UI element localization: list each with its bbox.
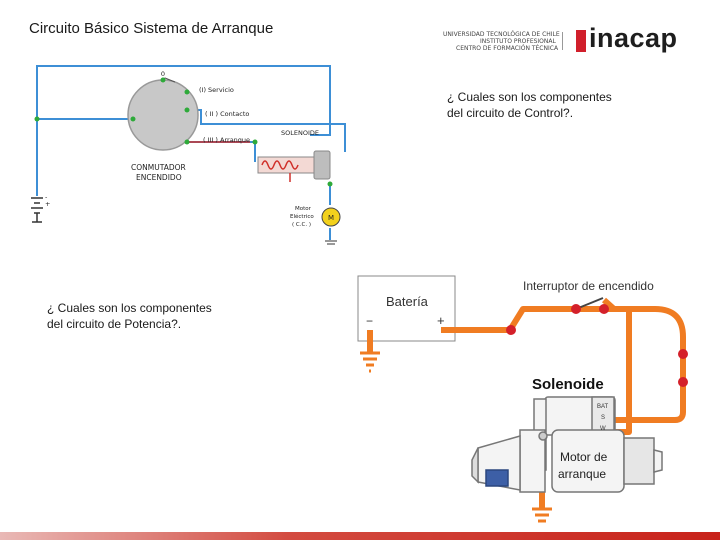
switch-position-zero: 0 (160, 70, 166, 78)
switch-servicio-label: (I) Servicio (199, 86, 234, 94)
logo-wordmark: inacap (589, 23, 678, 53)
ignition-switch-label: Interruptor de encendido (523, 279, 654, 293)
terminal-s-label: S (601, 415, 606, 421)
terminal-bat-label: BAT (597, 404, 609, 410)
motor-label-line-3: ( C.C. ) (292, 222, 311, 228)
motor-label-line-1: Motor (295, 206, 311, 212)
switch-label-line-2: ENCENDIDO (136, 173, 182, 182)
control-question-line-2: del circuito de Control?. (447, 106, 574, 120)
solenoid-title: Solenoide (532, 376, 604, 393)
logo-university-text: UNIVERSIDAD TECNOLÓGICA DE CHILE (443, 31, 560, 38)
motor-label-line-2: Eléctrico (290, 214, 314, 220)
switch-contacto-label: ( II ) Contacto (205, 110, 250, 118)
motor-symbol-label: M (327, 214, 335, 222)
footer-accent-bar (0, 532, 720, 540)
starter-motor-label-line-2: arranque (558, 467, 607, 481)
battery-minus-terminal: − (366, 314, 374, 328)
control-question-line-1: ¿ Cuales son los componentes (447, 90, 612, 104)
battery-minus-label: - (45, 193, 48, 201)
starter-motor-label-line-1: Motor de (560, 450, 608, 464)
battery-label: Batería (386, 294, 428, 309)
power-nodes (506, 304, 688, 387)
slide-title: Circuito Básico Sistema de Arranque (29, 20, 274, 37)
solenoid-label: SOLENOIDE (281, 129, 319, 137)
battery-plus-label: + (45, 200, 51, 208)
power-question-line-2: del circuito de Potencia?. (47, 317, 182, 331)
logo-institute-text: INSTITUTO PROFESIONAL (480, 38, 556, 45)
power-question-line-1: ¿ Cuales son los componentes (47, 301, 212, 315)
power-ground-left (360, 353, 380, 371)
power-ground-bottom (532, 509, 552, 521)
terminal-w-label: W (600, 426, 606, 432)
switch-label-line-1: CONMUTADOR (131, 163, 186, 172)
switch-arranque-label: ( III ) Arranque (203, 136, 251, 144)
logo-center-text: CENTRO DE FORMACIÓN TÉCNICA (456, 45, 559, 52)
battery-plus-terminal: + (437, 313, 445, 328)
